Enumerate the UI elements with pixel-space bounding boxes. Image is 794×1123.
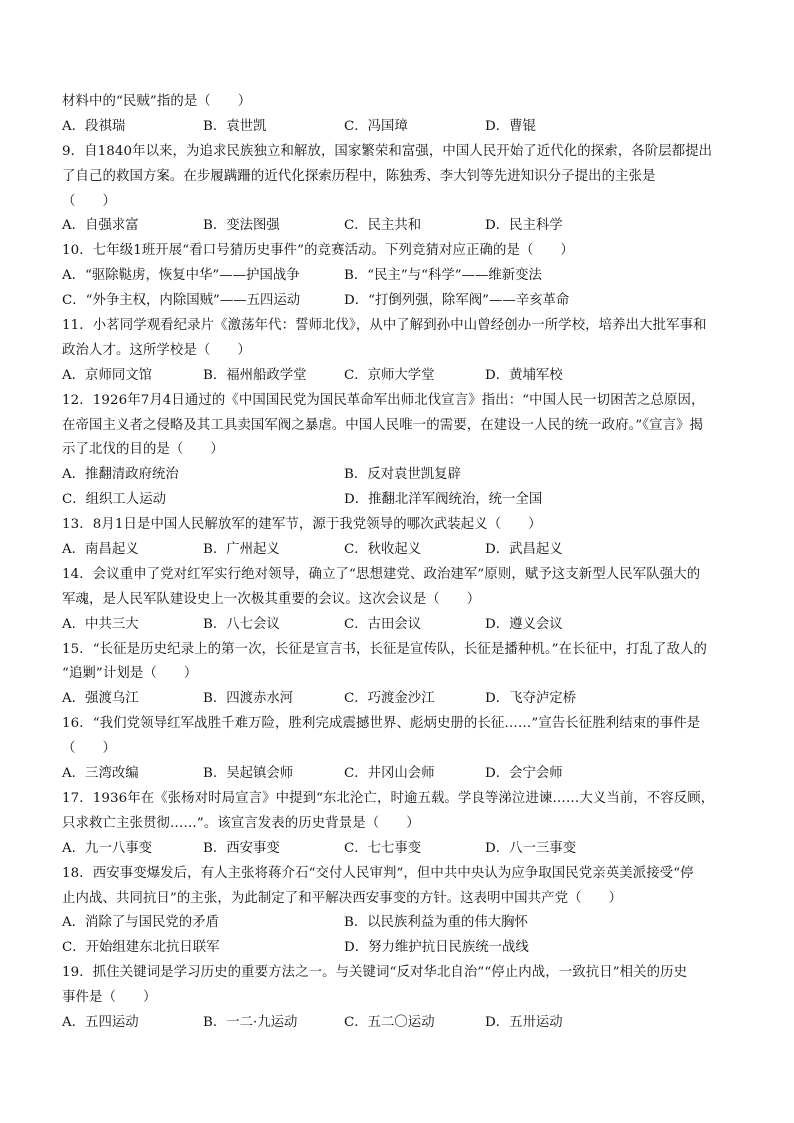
answer-option[interactable]: B．西安事变 bbox=[203, 840, 280, 856]
question-stem-line: （ ） bbox=[62, 741, 116, 757]
answer-option[interactable]: D．五卅运动 bbox=[485, 1014, 563, 1030]
question-block bbox=[62, 862, 742, 962]
answer-option[interactable]: C．七七事变 bbox=[344, 840, 422, 856]
answer-option[interactable]: A．九一八事变 bbox=[62, 840, 153, 856]
question-stem-line: 10．七年级1班开展“看口号猜历史事件”的竞赛活动。下列竞猜对应正确的是（ ） bbox=[62, 243, 574, 259]
question-stem-line: 了自己的救国方案。在步履蹒跚的近代化探索历程中，陈独秀、李大钊等先进知识分子提出的主张是 bbox=[62, 168, 656, 184]
options-row bbox=[62, 214, 742, 239]
answer-option[interactable]: B．吴起镇会师 bbox=[203, 766, 294, 782]
options-row bbox=[62, 613, 742, 638]
answer-option[interactable]: B．四渡赤水河 bbox=[203, 691, 294, 707]
answer-option[interactable]: C．五二〇运动 bbox=[344, 1014, 435, 1030]
question-stem-line: 18．西安事变爆发后，有人主张将蒋介石“交付人民审判”，但中共中央认为应争取国民党亲英美派接受“停 bbox=[62, 865, 694, 881]
question-stem-line: 材料中的“民贼”指的是（ ） bbox=[62, 94, 252, 109]
options-row bbox=[62, 115, 742, 140]
answer-option[interactable]: B．以民族利益为重的伟大胸怀 bbox=[344, 915, 528, 931]
answer-option[interactable]: B．变法图强 bbox=[203, 218, 280, 234]
answer-option[interactable]: C．京师大学堂 bbox=[344, 367, 435, 383]
answer-option[interactable]: B．一二·九运动 bbox=[203, 1014, 298, 1030]
answer-option[interactable]: B．八七会议 bbox=[203, 616, 280, 632]
answer-option[interactable]: A．消除了与国民党的矛盾 bbox=[62, 915, 219, 931]
options-row bbox=[62, 837, 742, 862]
answer-option[interactable]: D．遵义会议 bbox=[485, 616, 563, 632]
answer-option[interactable]: C．古田会议 bbox=[344, 616, 422, 632]
answer-option[interactable]: D．武昌起义 bbox=[485, 542, 563, 558]
question-stem-line: 14．会议重申了党对红军实行绝对领导，确立了“思想建党、政治建军”原则，赋予这支新型人民军队强大的 bbox=[62, 566, 701, 582]
answer-option[interactable]: C．“外争主权，内除国贼”——五四运动 bbox=[62, 293, 301, 309]
options-row bbox=[62, 687, 742, 712]
answer-option[interactable]: D．黄埔军校 bbox=[485, 367, 563, 383]
answer-option[interactable]: D．八一三事变 bbox=[485, 840, 577, 856]
question-block bbox=[62, 638, 742, 713]
answer-option[interactable]: A．中共三大 bbox=[62, 616, 139, 632]
answer-option[interactable]: A．五四运动 bbox=[62, 1014, 139, 1030]
question-stem-line: （ ） bbox=[62, 193, 116, 209]
answer-option[interactable]: B．福州船政学堂 bbox=[203, 367, 307, 383]
answer-option[interactable]: C．秋收起义 bbox=[344, 542, 422, 558]
question-stem-line: 在帝国主义者之侵略及其工具卖国军阀之暴虐。中国人民唯一的需要，在建设一人民的统一政府。”《宣言》揭 bbox=[62, 417, 704, 433]
answer-option[interactable]: A．段祺瑞 bbox=[62, 118, 126, 134]
question-block bbox=[62, 961, 742, 1036]
answer-option[interactable]: D．会宁会师 bbox=[485, 766, 563, 782]
answer-option[interactable]: D．“打倒列强，除军阀”——辛亥革命 bbox=[344, 293, 570, 309]
question-stem-line: 13．8月1日是中国人民解放军的建军节，源于我党领导的哪次武装起义（ ） bbox=[62, 517, 542, 533]
answer-option[interactable]: D．推翻北洋军阀统治，统一全国 bbox=[344, 492, 543, 508]
answer-option[interactable]: D．民主科学 bbox=[485, 218, 563, 234]
answer-option[interactable]: A．“驱除鞑虏，恢复中华”——护国战争 bbox=[62, 268, 300, 284]
options-row bbox=[62, 289, 742, 314]
question-stem-line: 15．“长征是历史纪录上的第一次，长征是宣言书，长征是宣传队，长征是播种机。”在长征中，打乱了敌人的 bbox=[62, 641, 707, 657]
question-stem-line: 军魂，是人民军队建设史上一次极其重要的会议。这次会议是（ ） bbox=[62, 591, 481, 607]
question-block bbox=[62, 787, 742, 862]
options-row bbox=[62, 911, 742, 936]
options-row bbox=[62, 762, 742, 787]
options-row bbox=[62, 264, 742, 289]
answer-option[interactable]: C．井冈山会师 bbox=[344, 766, 435, 782]
answer-option[interactable]: B．反对袁世凯复辟 bbox=[344, 467, 461, 483]
options-row bbox=[62, 364, 742, 389]
options-row bbox=[62, 936, 742, 961]
options-row bbox=[62, 463, 742, 488]
answer-option[interactable]: C．冯国璋 bbox=[344, 118, 408, 134]
answer-option[interactable]: D．飞夺泸定桥 bbox=[485, 691, 577, 707]
answer-option[interactable]: C．组织工人运动 bbox=[62, 492, 166, 508]
question-block bbox=[62, 563, 742, 638]
answer-option[interactable]: B．袁世凯 bbox=[203, 118, 267, 134]
question-block bbox=[62, 389, 742, 513]
question-stem-line: 17．1936年在《张杨对时局宣言》中提到“东北沦亡，时逾五载。学良等涕泣进谏……大义当前，不容反顾， bbox=[62, 790, 715, 806]
options-row bbox=[62, 1011, 742, 1036]
answer-option[interactable]: D．曹锟 bbox=[485, 118, 536, 134]
question-stem-line: 19．抓住关键词是学习历史的重要方法之一。与关键词“反对华北自治”“停止内战，一致抗日”相关的历史 bbox=[62, 965, 688, 981]
question-stem-line: “追剿”计划是（ ） bbox=[62, 666, 198, 682]
question-stem-line: 政治人才。这所学校是（ ） bbox=[62, 342, 251, 358]
answer-option[interactable]: A．自强求富 bbox=[62, 218, 139, 234]
question-stem-line: 9．自1840年以来，为追求民族独立和解放，国家繁荣和富强，中国人民开始了近代化的探索，各阶层都提出 bbox=[62, 143, 713, 159]
answer-option[interactable]: A．南昌起义 bbox=[62, 542, 139, 558]
options-row bbox=[62, 488, 742, 513]
question-block bbox=[62, 712, 742, 787]
answer-option[interactable]: B．广州起义 bbox=[203, 542, 280, 558]
question-stem-line: 示了北伐的目的是（ ） bbox=[62, 442, 224, 458]
question-block bbox=[62, 90, 742, 140]
answer-option[interactable]: A．推翻清政府统治 bbox=[62, 467, 179, 483]
question-stem-line: 16．“我们党领导红军战胜千难万险，胜利完成震撼世界、彪炳史册的长征……”宣告长征胜利结束的事件是 bbox=[62, 716, 701, 732]
answer-option[interactable]: C．民主共和 bbox=[344, 218, 422, 234]
question-stem-line: 只求救亡主张贯彻……”。该宣言发表的历史背景是（ ） bbox=[62, 815, 420, 831]
answer-option[interactable]: D．努力维护抗日民族统一战线 bbox=[344, 940, 529, 956]
answer-option[interactable]: A．强渡乌江 bbox=[62, 691, 139, 707]
question-block bbox=[62, 513, 742, 563]
question-stem-line: 止内战、共同抗日”的主张，为此制定了和平解决西安事变的方针。这表明中国共产党（ ） bbox=[62, 890, 623, 906]
exam-page bbox=[62, 90, 742, 1036]
question-block bbox=[62, 140, 742, 240]
answer-option[interactable]: A．三湾改编 bbox=[62, 766, 139, 782]
question-block bbox=[62, 239, 742, 314]
answer-option[interactable]: B．“民主”与“科学”——维新变法 bbox=[344, 268, 542, 284]
answer-option[interactable]: C．开始组建东北抗日联军 bbox=[62, 940, 220, 956]
question-stem-line: 11．小茗同学观看纪录片《激荡年代：誓师北伐》，从中了解到孙中山曾经创办一所学校，培养出大批军事和 bbox=[62, 318, 707, 334]
answer-option[interactable]: C．巧渡金沙江 bbox=[344, 691, 435, 707]
question-stem-line: 12．1926年7月4日通过的《中国国民党为国民革命军出师北伐宣言》指出：“中国人民一切困苦之总原因， bbox=[62, 392, 705, 408]
options-row bbox=[62, 538, 742, 563]
answer-option[interactable]: A．京师同文馆 bbox=[62, 367, 153, 383]
question-stem-line: 事件是（ ） bbox=[62, 990, 157, 1006]
question-block bbox=[62, 314, 742, 389]
